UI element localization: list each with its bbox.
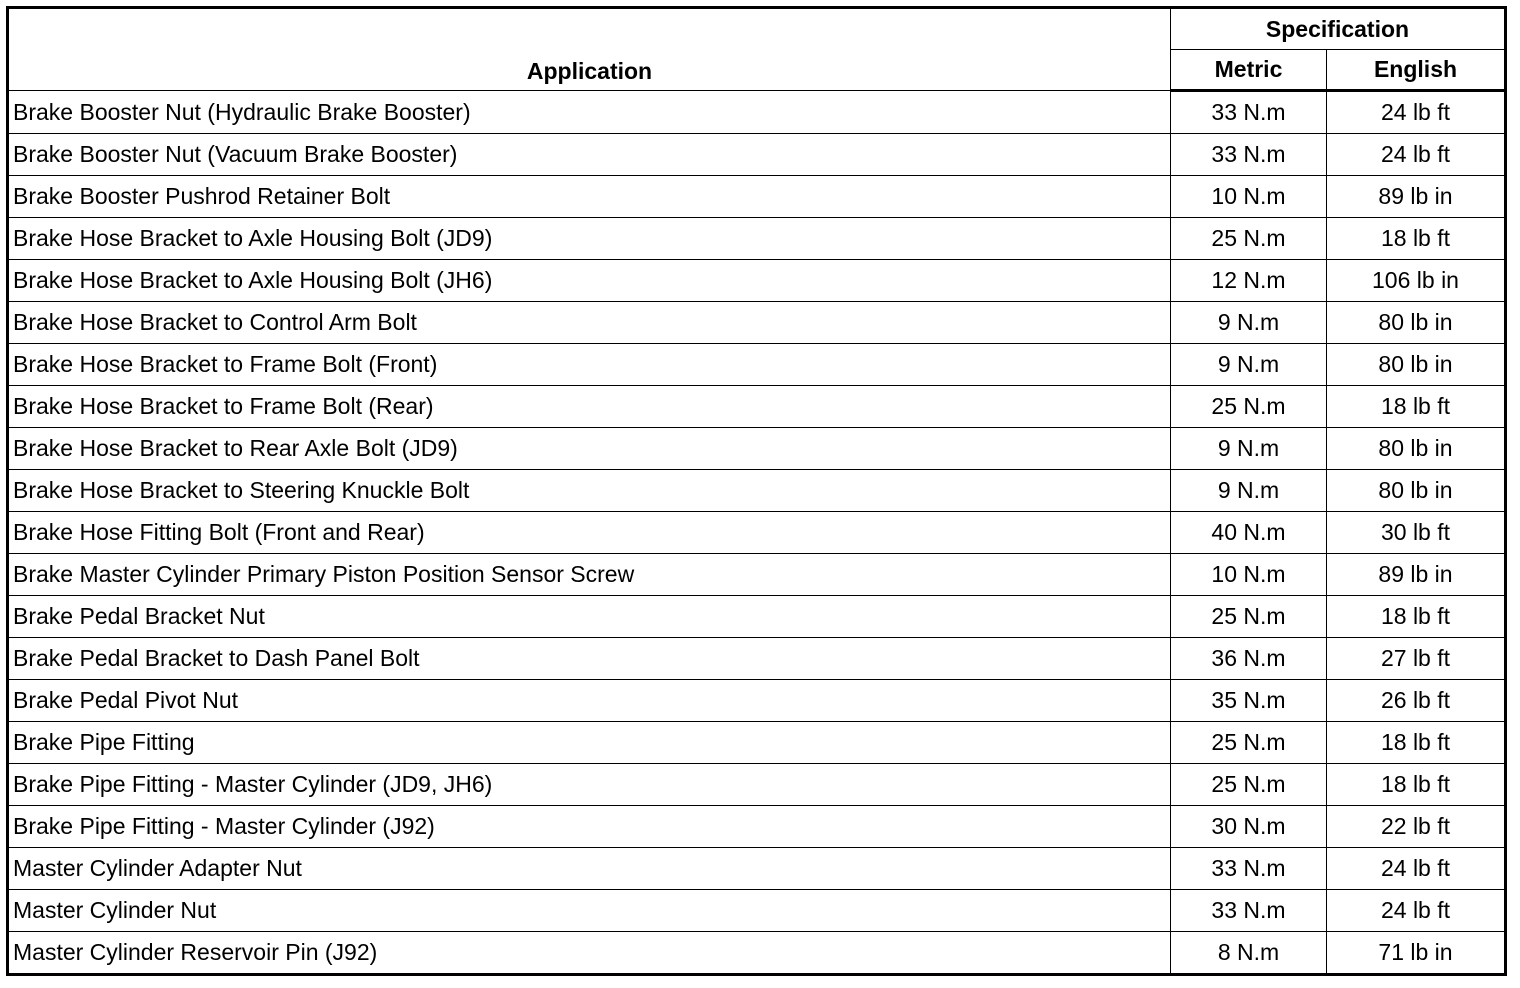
english-cell: 24 lb ft <box>1327 134 1506 176</box>
application-header: Application <box>8 8 1171 91</box>
metric-cell: 25 N.m <box>1171 218 1327 260</box>
metric-cell: 25 N.m <box>1171 596 1327 638</box>
application-cell: Brake Hose Bracket to Rear Axle Bolt (JD9) <box>8 428 1171 470</box>
english-cell: 18 lb ft <box>1327 596 1506 638</box>
application-cell: Brake Master Cylinder Primary Piston Position Sensor Screw <box>8 554 1171 596</box>
application-cell: Master Cylinder Nut <box>8 890 1171 932</box>
table-row <box>8 638 1506 680</box>
table-row <box>8 302 1506 344</box>
table-row <box>8 932 1506 975</box>
application-cell: Brake Booster Nut (Vacuum Brake Booster) <box>8 134 1171 176</box>
metric-cell: 36 N.m <box>1171 638 1327 680</box>
table-body <box>8 91 1506 975</box>
application-cell: Brake Hose Bracket to Frame Bolt (Front) <box>8 344 1171 386</box>
english-cell: 18 lb ft <box>1327 386 1506 428</box>
metric-cell: 25 N.m <box>1171 722 1327 764</box>
english-cell: 22 lb ft <box>1327 806 1506 848</box>
application-cell: Brake Pedal Bracket Nut <box>8 596 1171 638</box>
application-cell: Master Cylinder Adapter Nut <box>8 848 1171 890</box>
english-cell: 80 lb in <box>1327 344 1506 386</box>
metric-cell: 8 N.m <box>1171 932 1327 975</box>
metric-header: Metric <box>1171 50 1327 91</box>
application-cell: Brake Hose Bracket to Control Arm Bolt <box>8 302 1171 344</box>
application-cell: Brake Pedal Bracket to Dash Panel Bolt <box>8 638 1171 680</box>
table-row <box>8 890 1506 932</box>
english-cell: 80 lb in <box>1327 470 1506 512</box>
application-cell: Brake Pipe Fitting - Master Cylinder (JD9, JH6) <box>8 764 1171 806</box>
metric-cell: 30 N.m <box>1171 806 1327 848</box>
specification-header: Specification <box>1171 8 1506 50</box>
english-cell: 18 lb ft <box>1327 764 1506 806</box>
application-cell: Brake Hose Bracket to Frame Bolt (Rear) <box>8 386 1171 428</box>
metric-cell: 9 N.m <box>1171 302 1327 344</box>
table-row <box>8 386 1506 428</box>
metric-cell: 35 N.m <box>1171 680 1327 722</box>
metric-cell: 9 N.m <box>1171 428 1327 470</box>
header-row-top <box>8 8 1506 50</box>
table-header <box>8 8 1506 91</box>
table-row <box>8 91 1506 134</box>
metric-cell: 9 N.m <box>1171 344 1327 386</box>
metric-cell: 33 N.m <box>1171 848 1327 890</box>
table-row <box>8 512 1506 554</box>
metric-cell: 25 N.m <box>1171 764 1327 806</box>
english-cell: 80 lb in <box>1327 302 1506 344</box>
table-row <box>8 806 1506 848</box>
application-cell: Master Cylinder Reservoir Pin (J92) <box>8 932 1171 975</box>
table-row <box>8 848 1506 890</box>
table-row <box>8 134 1506 176</box>
table-row <box>8 218 1506 260</box>
english-cell: 30 lb ft <box>1327 512 1506 554</box>
table-row <box>8 596 1506 638</box>
table-row <box>8 470 1506 512</box>
metric-cell: 10 N.m <box>1171 554 1327 596</box>
english-header: English <box>1327 50 1506 91</box>
english-cell: 24 lb ft <box>1327 91 1506 134</box>
application-cell: Brake Booster Nut (Hydraulic Brake Booster) <box>8 91 1171 134</box>
english-cell: 27 lb ft <box>1327 638 1506 680</box>
english-cell: 26 lb ft <box>1327 680 1506 722</box>
application-cell: Brake Booster Pushrod Retainer Bolt <box>8 176 1171 218</box>
english-cell: 71 lb in <box>1327 932 1506 975</box>
table-row <box>8 344 1506 386</box>
english-cell: 24 lb ft <box>1327 890 1506 932</box>
english-cell: 18 lb ft <box>1327 722 1506 764</box>
table-row <box>8 722 1506 764</box>
english-cell: 89 lb in <box>1327 554 1506 596</box>
metric-cell: 12 N.m <box>1171 260 1327 302</box>
metric-cell: 25 N.m <box>1171 386 1327 428</box>
english-cell: 106 lb in <box>1327 260 1506 302</box>
table-row <box>8 428 1506 470</box>
metric-cell: 33 N.m <box>1171 134 1327 176</box>
metric-cell: 33 N.m <box>1171 91 1327 134</box>
application-cell: Brake Hose Fitting Bolt (Front and Rear) <box>8 512 1171 554</box>
application-cell: Brake Pipe Fitting <box>8 722 1171 764</box>
metric-cell: 9 N.m <box>1171 470 1327 512</box>
application-cell: Brake Pipe Fitting - Master Cylinder (J92) <box>8 806 1171 848</box>
table-row <box>8 554 1506 596</box>
english-cell: 18 lb ft <box>1327 218 1506 260</box>
table-row <box>8 176 1506 218</box>
english-cell: 24 lb ft <box>1327 848 1506 890</box>
metric-cell: 33 N.m <box>1171 890 1327 932</box>
application-cell: Brake Hose Bracket to Axle Housing Bolt (JH6) <box>8 260 1171 302</box>
application-cell: Brake Hose Bracket to Steering Knuckle Bolt <box>8 470 1171 512</box>
metric-cell: 10 N.m <box>1171 176 1327 218</box>
fastener-spec-table <box>6 6 1507 976</box>
table-row <box>8 680 1506 722</box>
english-cell: 89 lb in <box>1327 176 1506 218</box>
application-cell: Brake Pedal Pivot Nut <box>8 680 1171 722</box>
application-cell: Brake Hose Bracket to Axle Housing Bolt (JD9) <box>8 218 1171 260</box>
metric-cell: 40 N.m <box>1171 512 1327 554</box>
english-cell: 80 lb in <box>1327 428 1506 470</box>
table-row <box>8 260 1506 302</box>
table-row <box>8 764 1506 806</box>
